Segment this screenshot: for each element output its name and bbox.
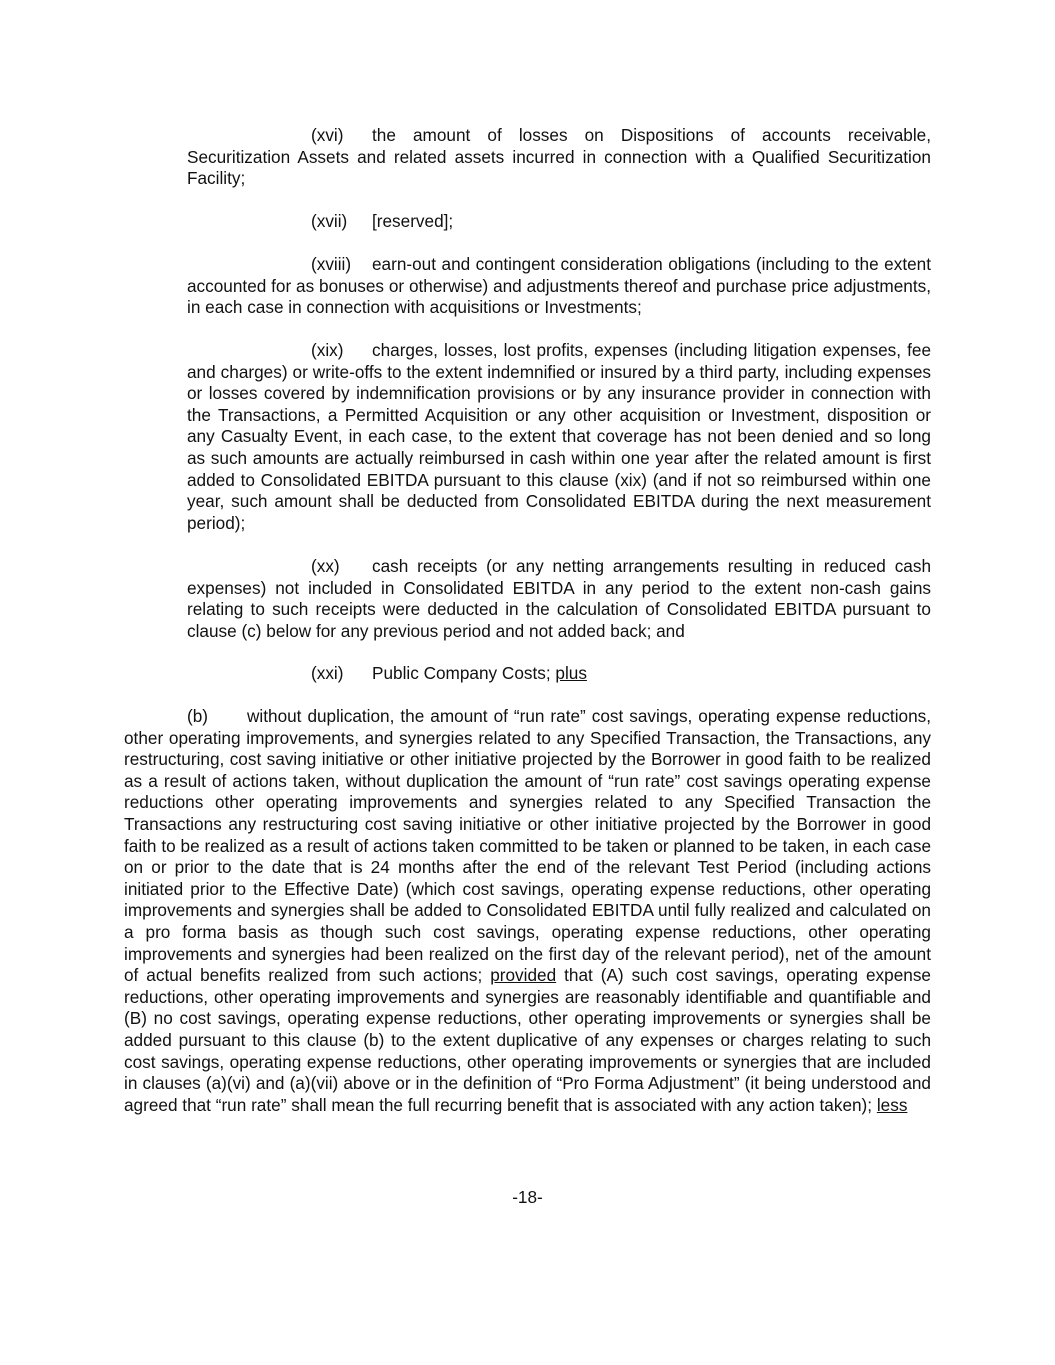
clause-text: without duplication, the amount of “run rate” cost savings, operating expense reductions, other operating improvements, and synergies related to any Specified Transaction, the Transactions, any restructuring, cost saving initiative or other initiative projected by the Borrower in good faith to be realized as a result of actions taken, without duplication the amount of “run rate” cost savings operating expense reductions other operating improvements and synergies related to any Specified Transaction the Transactions any restructuring cost saving initiative or other initiative projected by the Borrower in good faith to be realized as a result of actions taken committed to be taken or planned to be taken, in each case on or prior to the date that is 24 months after the end of the relevant Test Period (including actions initiated prior to the Effective Date) (which cost savings, operating expense reductions, other operating improvements and synergies shall be added to Consolidated EBITDA until fully realized and calculated on a pro forma basis as though such cost savings, operating expense reductions, other operating improvements and synergies had been realized on the first day of the relevant period), net of the amount of actual benefits realized from such actions; [124,706,931,986]
clause-text: earn-out and contingent consideration obligations (including to the extent accounted for as bonuses or otherwise) and adjustments thereof and purchase price adjustments, in each case in connection with acquisitions or Investments; [187,254,931,318]
clause-label: (xxi) [311,663,344,683]
clause-xviii [187,254,931,319]
underlined-connector: plus [555,663,587,683]
clause-label: (xvii) [311,211,348,231]
clause-xx [187,556,931,642]
clause-label: (xix) [311,340,344,360]
clause-xxi [187,663,931,685]
clause-label: (xx) [311,556,340,576]
underlined-less: less [876,1094,908,1115]
page-number: -18- [512,1187,543,1207]
clause-text: charges, losses, lost profits, expenses (including litigation expenses, fee and charges) or write-offs to the extent indemnified or insured by a third party, including expenses or losses covered by indemnification provisions or by any insurance provider in connection with the Transactions, a Permitted Acquisition or any other acquisition or Investment, disposition or any Casualty Event, in each case, to the extent that coverage has not been denied and so long as such amounts are actually reimbursed in cash within one year after the related amount is first added to Consolidated EBITDA pursuant to this clause (xix) (and if not so reimbursed within one year, such amount shall be deducted from Consolidated EBITDA during the next measurement period); [187,340,931,533]
clause-b [124,706,931,1116]
clause-text: the amount of losses on Dispositions of accounts receivable, Securitization Assets and related assets incurred in connection with a Qualified Securitization Facility; [187,125,931,189]
clause-text: Public Company Costs; [372,663,556,683]
underlined-provided: provided [490,965,557,986]
clause-text: [reserved]; [372,211,454,231]
clause-label: (b) [187,706,209,726]
clause-label: (xvi) [311,125,344,145]
clause-xix [187,340,931,534]
clause-text-continued: that (A) such cost savings, operating expense reductions, other operating improvements and synergies are reasonably identifiable and quantifiable and (B) no cost savings, operating expense reductions, other operating improvements or synergies shall be added pursuant to this clause (b) to the extent duplicative of any expenses or charges relating to such cost savings, operating expense reductions, other operating improvements or synergies that are included in clauses (a)(vi) and (a)(vii) above or in the definition of “Pro Forma Adjustment” (it being understood and agreed that “run rate” shall mean the full recurring benefit that is associated with any action taken); [124,965,931,1115]
clause-text: cash receipts (or any netting arrangements resulting in reduced cash expenses) not included in Consolidated EBITDA in any period to the extent non-cash gains relating to such receipts were deducted in the calculation of Consolidated EBITDA pursuant to clause (c) below for any previous period and not added back; and [187,556,931,641]
clause-xvii [187,211,931,233]
clause-xvi [187,125,931,190]
clause-label: (xviii) [311,254,352,274]
